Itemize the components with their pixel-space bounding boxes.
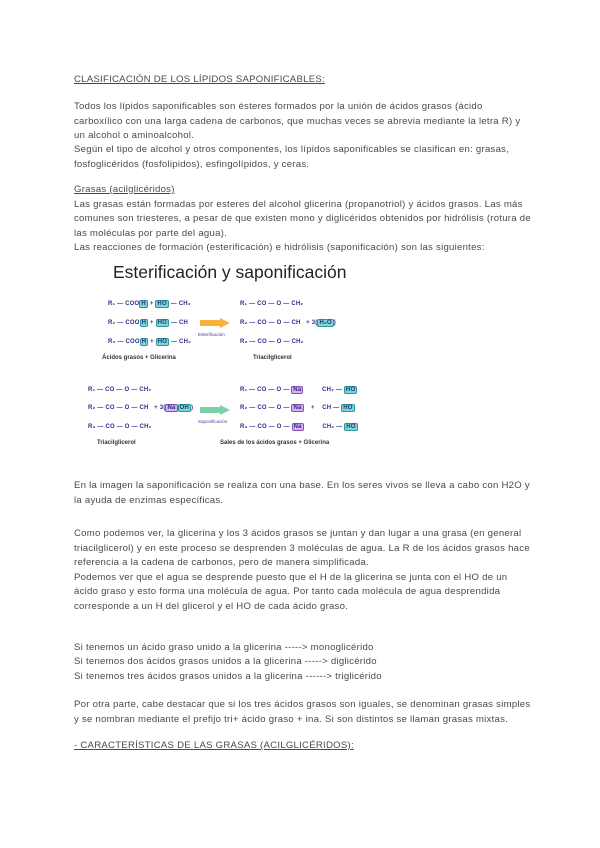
text-line: Como podemos ver, la glicerina y los 3 ácidos grasos se juntan y dan lugar a una grasa (en general	[74, 528, 522, 539]
formula-segment: R₁ — CO — O — CH₂	[88, 387, 152, 393]
formula-row	[240, 320, 336, 326]
formula-segment: R₂ — CO — O —	[240, 405, 292, 411]
text-line: Por otra parte, cabe destacar que si los tres ácidos grasos son iguales, se denominan grasas simples	[74, 699, 531, 710]
highlighted-group: HO	[346, 424, 356, 430]
formula-row	[108, 339, 191, 345]
reaction-figure	[80, 258, 380, 458]
formula-row	[240, 301, 303, 307]
formula-segment: R₁ — COO	[108, 301, 140, 307]
formula-segment: +	[148, 320, 156, 326]
figure-title: Esterificación y saponificación	[113, 262, 347, 282]
formula-segment: — CH₂	[168, 301, 191, 307]
formula-row	[108, 301, 191, 307]
section-heading: CLASIFICACIÓN DE LOS LÍPIDOS SAPONIFICABLES:	[74, 74, 325, 85]
formula-segment: )	[333, 320, 336, 326]
formula-row	[88, 387, 151, 393]
text-line: Las grasas están formadas por esteres del alcohol glicerina (propanotriol) y ácidos grasos. Las más	[74, 199, 523, 210]
highlighted-group: HO	[343, 405, 353, 411]
highlighted-group: Na	[293, 405, 302, 411]
esterification-arrow-icon	[200, 318, 230, 328]
formula-segment: +	[148, 339, 156, 345]
formula-row	[88, 424, 152, 430]
formula-segment: )	[190, 405, 194, 411]
grasas-heading: Grasas (acilglicéridos)	[74, 184, 175, 195]
formula-segment: R₃ — CO — O — CH₂	[88, 424, 152, 430]
formula-segment: R₁ — CO — O —	[240, 387, 292, 393]
reactants-caption: Ácidos grasos + Glicerina	[102, 355, 176, 361]
text-line: Todos los lípidos saponificables son ésteres formados por la unión de ácidos grasos (ácido	[74, 101, 483, 112]
list-item: Si tenemos dos ácidos grasos unidos a la glicerina -----> diglicérido	[74, 656, 377, 667]
formula-segment: R₂ — COO	[108, 320, 140, 326]
text-line: un alcohol o aminoalcohol.	[74, 130, 195, 141]
highlighted-group: H	[141, 320, 147, 326]
formula-segment: R₁ — CO — O — CH₂	[240, 301, 304, 307]
text-line: En la imagen la saponificación se realiza con una base. En los seres vivos se lleva a cabo con H2O y	[74, 480, 530, 491]
formula-segment: R₃ — CO — O — CH₂	[240, 339, 304, 345]
list-item: Si tenemos tres ácidos grasos unidos a la glicerina ------> triglicérido	[74, 671, 382, 682]
highlighted-group: HO	[157, 320, 168, 326]
list-item: Si tenemos un ácido graso unido a la glicerina -----> monoglicérido	[74, 642, 374, 653]
characteristics-heading: - CARACTERÍSTICAS DE LAS GRASAS (ACILGLICÉRIDOS):	[74, 740, 354, 751]
highlighted-group: HO	[157, 339, 168, 345]
text-line: comunes son triesteres, a pesar de que existen mono y diglicéridos obtenidos por hidrólisis (rotura de	[74, 213, 531, 224]
text-line: Según el tipo de alcohol y otros componentes, los lípidos saponificables se clasifican en: grasas,	[74, 144, 510, 155]
text-line: referencia a la cadena de carbonos, pero de manera simplificada.	[74, 557, 369, 568]
formula-row	[240, 339, 304, 345]
text-line: Podemos ver que el agua se desprende puesto que el H de la glicerina se junta con el HO de un	[74, 572, 508, 583]
formula-row	[240, 424, 358, 430]
highlighted-group: H	[141, 339, 147, 345]
formula-row	[240, 387, 357, 393]
text-line: corresponde a un H del glicerol y el HO de cada ácido graso.	[74, 601, 349, 612]
saponification-arrow-icon	[200, 405, 230, 415]
text-line: las moléculas por parte del agua).	[74, 228, 228, 239]
highlighted-group: OH	[179, 405, 189, 411]
text-line: Las reacciones de formación (esterificación) e hidrólisis (saponificación) son las siguientes:	[74, 242, 485, 253]
formula-segment: — CH	[169, 320, 189, 326]
reactant-caption: Triacilglicerol	[97, 440, 136, 446]
formula-segment: +	[147, 301, 156, 307]
highlighted-group: HO	[157, 301, 167, 307]
formula-segment: R₂ — CO — O — CH + 3(	[88, 405, 166, 411]
formula-row	[240, 405, 355, 411]
text-line: carboxílico con una larga cadena de carbonos, que muchas veces se abrevia mediante la letra R) y	[74, 116, 521, 127]
text-line: ácido graso y esto forma una molécula de agua. Por tanto cada molécula de agua desprendida	[74, 586, 501, 597]
formula-segment: R₂ — CO — O — CH + 3(	[240, 320, 318, 326]
saponification-label: Saponificación	[198, 419, 228, 424]
highlighted-group: H	[141, 301, 146, 307]
products-caption: Sales de los ácidos grasos + Glicerina	[220, 440, 330, 446]
esterification-label: Esterificación	[198, 332, 225, 337]
text-line: fosfoglicéridos (fosfolipidos), esfingolípidos, y ceras.	[74, 159, 310, 170]
text-line: la ayuda de enzimas específicas.	[74, 495, 224, 506]
highlighted-group: Na	[167, 405, 176, 411]
text-line: triacilglicerol) y en este proceso se desprenden 3 moléculas de agua. La R de los ácidos grasos hace	[74, 543, 530, 554]
highlighted-group: Na	[293, 387, 302, 393]
formula-segment: R₃ — COO	[108, 339, 140, 345]
highlighted-group: HO	[345, 387, 356, 393]
product-caption: Triacilglicerol	[253, 355, 292, 361]
formula-segment: CH₂ —	[303, 424, 345, 430]
formula-segment: R₃ — CO — O —	[240, 424, 292, 430]
formula-segment: + CH —	[303, 405, 342, 411]
formula-segment: — CH₂	[169, 339, 191, 345]
highlighted-group: Na	[293, 424, 302, 430]
highlighted-group: H₂O	[319, 320, 332, 326]
formula-row	[108, 320, 188, 326]
formula-segment: CH₂ —	[303, 387, 344, 393]
formula-row	[88, 405, 193, 411]
text-line: y se nombran mediante el prefijo tri+ ácido graso + ina. Si son distintos se llaman grasas mixtas.	[74, 714, 509, 725]
